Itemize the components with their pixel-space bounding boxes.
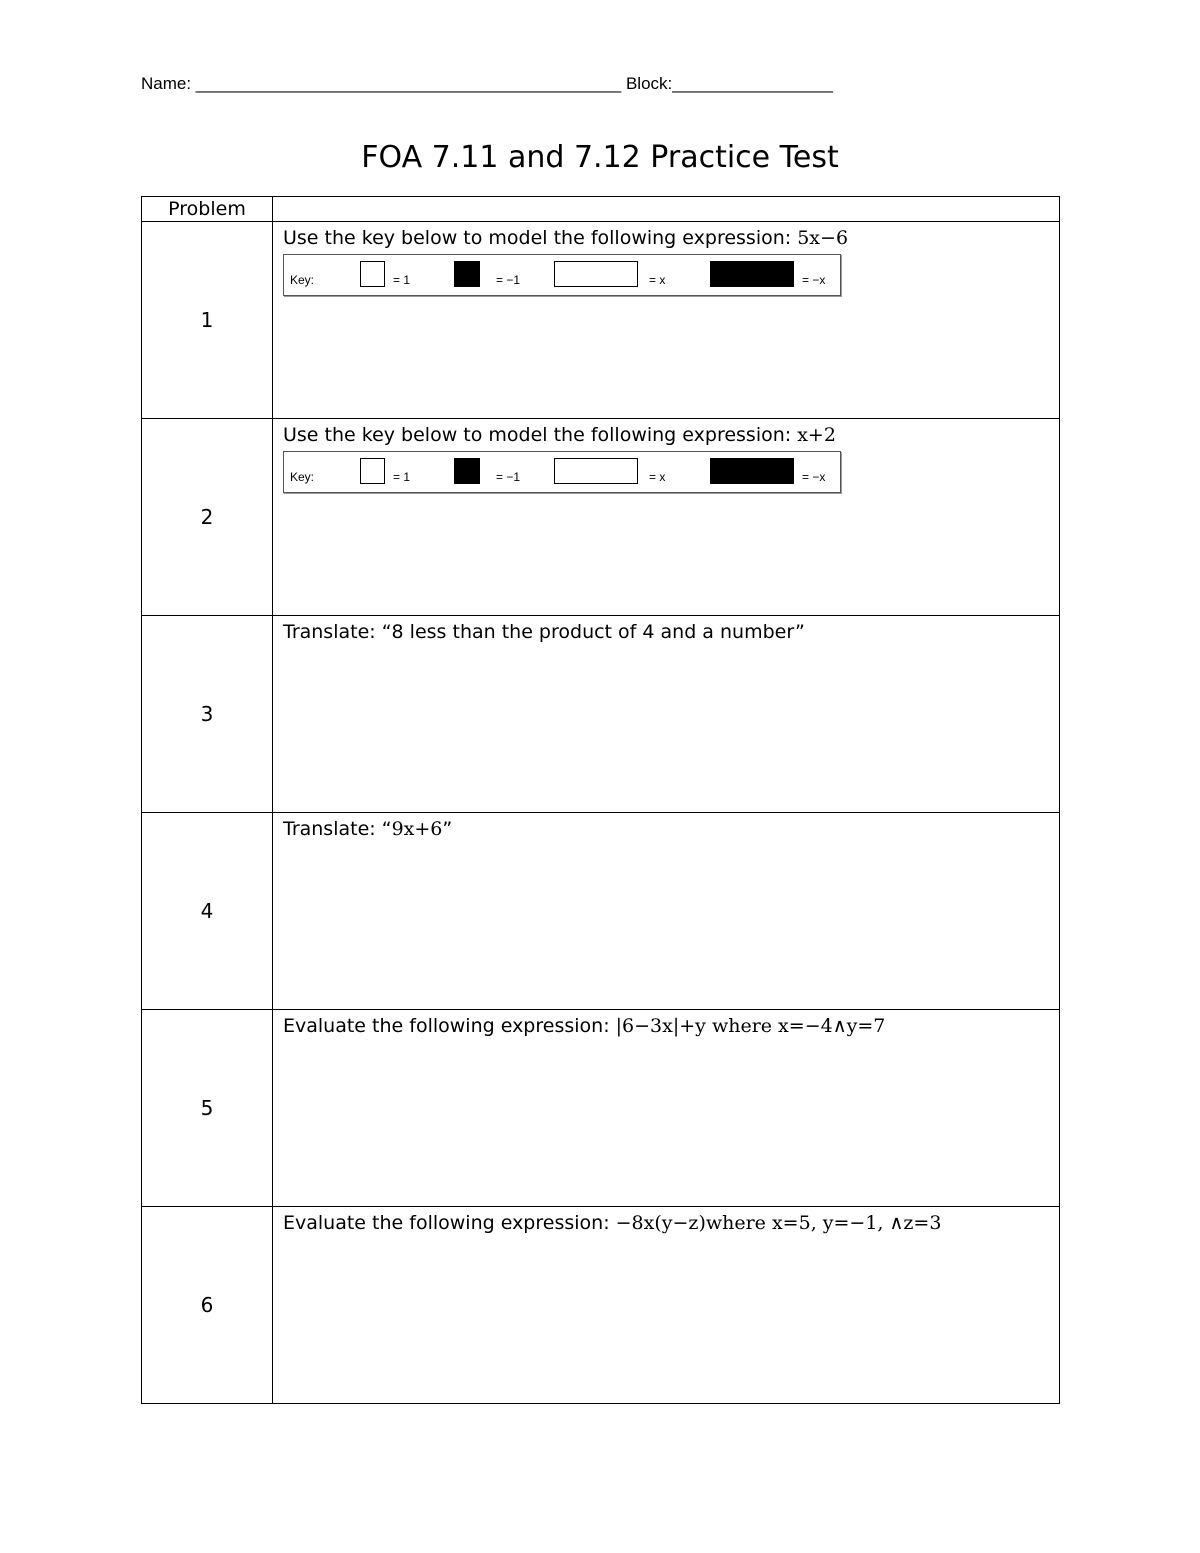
problem-text: Evaluate the following expression: |6−3x|+y where x=−4∧y=7	[283, 1015, 886, 1037]
page-title: FOA 7.11 and 7.12 Practice Test	[361, 140, 839, 175]
key-neg-x-label: = −x	[802, 470, 826, 484]
math-expression: −8x(y−z)where x=5, y=−1, ∧z=3	[615, 1212, 942, 1234]
problem-table	[141, 196, 1060, 1404]
problem-column-header: Problem	[142, 197, 273, 222]
key-one-label: = 1	[393, 273, 411, 287]
problem-text: Use the key below to model the following expression: x+2	[283, 424, 836, 446]
problem-content	[273, 813, 1060, 1010]
table-row	[142, 1010, 1060, 1207]
positive-x-tile-icon	[554, 261, 638, 287]
math-expression: 5x−6	[797, 227, 849, 249]
problem-text: Translate: “9x+6”	[283, 818, 453, 840]
key-one-label: = 1	[393, 470, 411, 484]
positive-x-tile-icon	[554, 458, 638, 484]
key-neg-one-label: = −1	[496, 470, 521, 484]
table-row	[142, 222, 1060, 419]
negative-unit-tile-icon	[454, 458, 480, 484]
algebra-tile-key	[283, 254, 841, 296]
problem-number: 5	[142, 1010, 273, 1207]
problem-text: Translate: “8 less than the product of 4 and a number”	[283, 621, 805, 643]
problem-number: 6	[142, 1207, 273, 1404]
table-row	[142, 813, 1060, 1010]
blank-column-header	[273, 197, 1060, 222]
problem-number: 3	[142, 616, 273, 813]
math-expression: 9x+6	[391, 818, 443, 840]
problem-content	[273, 1010, 1060, 1207]
table-row	[142, 1207, 1060, 1404]
math-expression: x+2	[797, 424, 836, 446]
positive-unit-tile-icon	[360, 261, 385, 287]
algebra-tile-key	[283, 451, 841, 493]
problem-number: 4	[142, 813, 273, 1010]
negative-unit-tile-icon	[454, 261, 480, 287]
negative-x-tile-icon	[710, 458, 794, 484]
problem-text: Evaluate the following expression: −8x(y−z)where x=5, y=−1, ∧z=3	[283, 1212, 942, 1234]
problem-content	[273, 222, 1060, 419]
positive-unit-tile-icon	[360, 458, 385, 484]
table-header-row	[142, 197, 1060, 222]
problem-content	[273, 616, 1060, 813]
problem-number: 2	[142, 419, 273, 616]
key-x-label: = x	[649, 273, 666, 287]
math-expression: |6−3x|+y where x=−4∧y=7	[615, 1015, 886, 1037]
key-label: Key:	[290, 470, 315, 484]
problem-text: Use the key below to model the following expression: 5x−6	[283, 227, 849, 249]
name-block-line: Name: _____________________________________________ Block:_________________	[141, 74, 833, 93]
key-label: Key:	[290, 273, 315, 287]
negative-x-tile-icon	[710, 261, 794, 287]
problem-number: 1	[142, 222, 273, 419]
key-neg-one-label: = −1	[496, 273, 521, 287]
table-row	[142, 419, 1060, 616]
problem-content	[273, 419, 1060, 616]
problem-content	[273, 1207, 1060, 1404]
key-x-label: = x	[649, 470, 666, 484]
key-neg-x-label: = −x	[802, 273, 826, 287]
table-row	[142, 616, 1060, 813]
